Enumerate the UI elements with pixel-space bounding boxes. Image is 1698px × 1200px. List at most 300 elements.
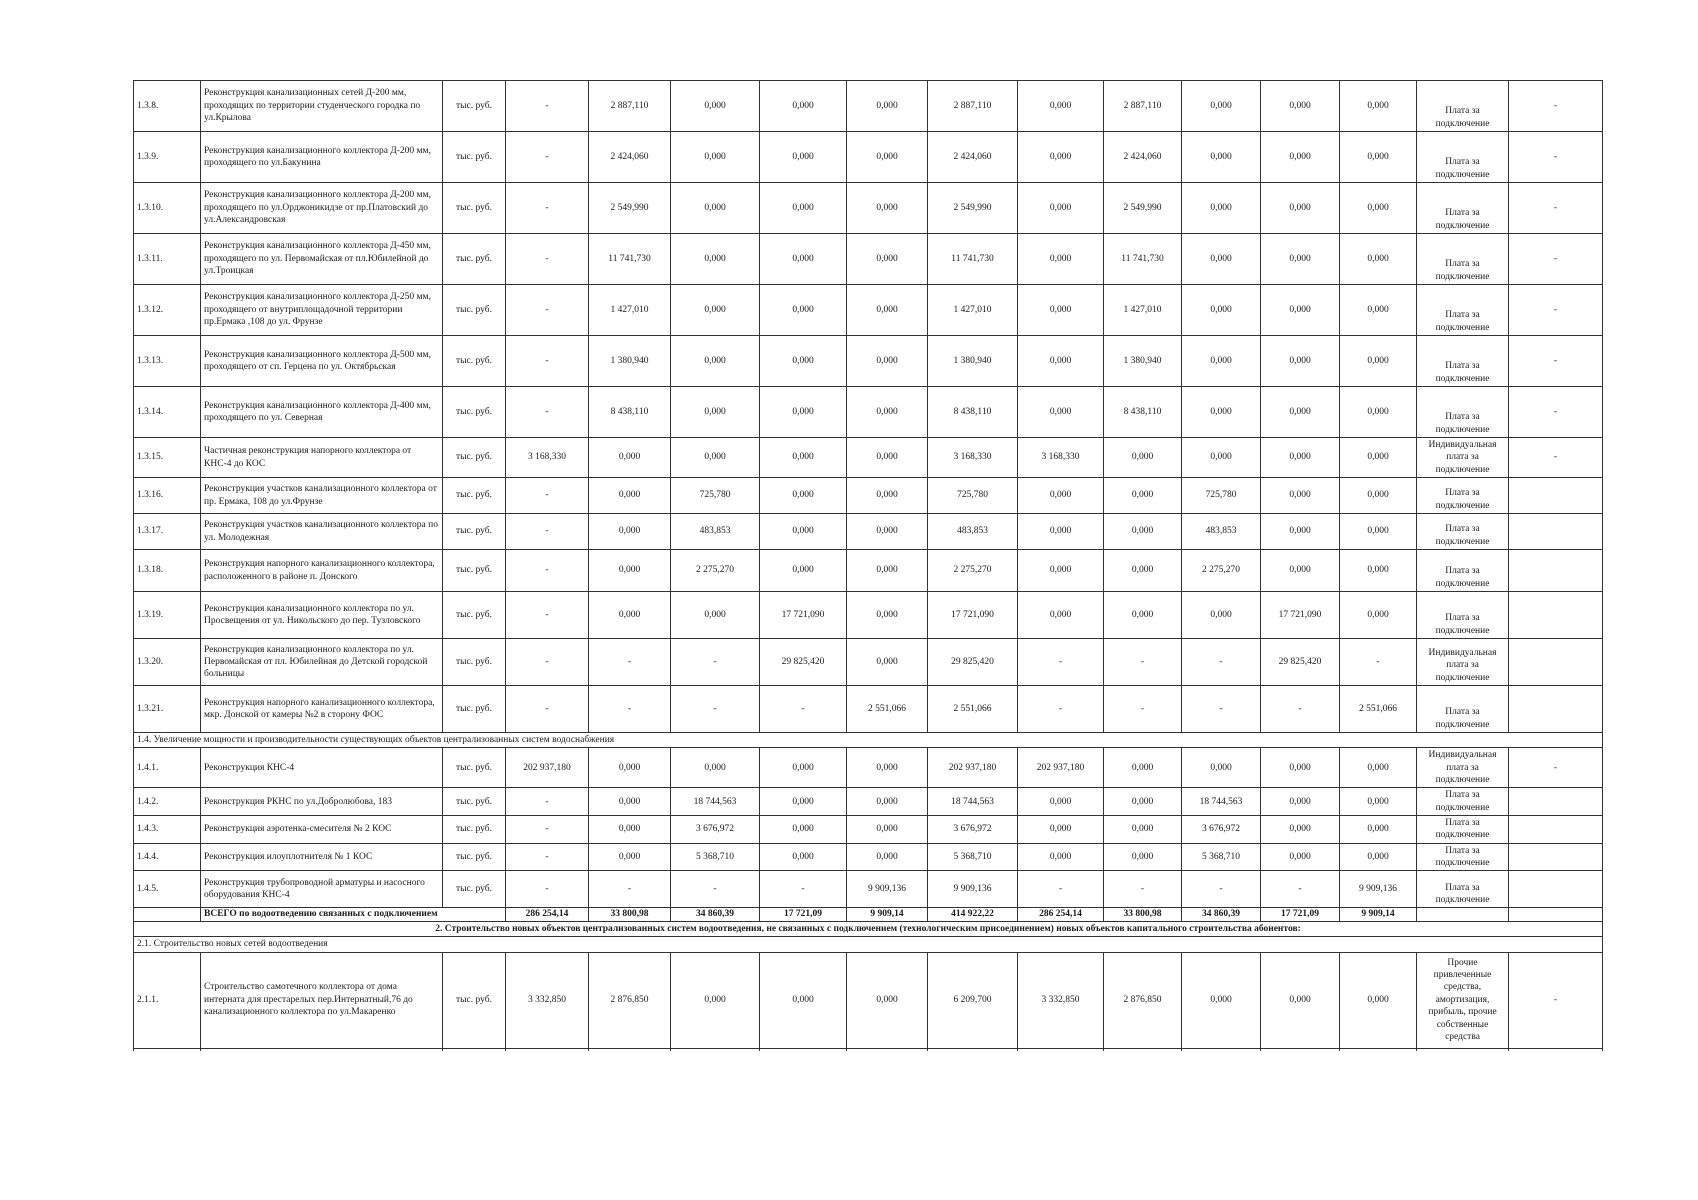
row-name: Реконструкция участков канализационного коллектора от пр. Ермака, 108 до ул.Фрунзе	[201, 478, 443, 514]
value-cell: 0,000	[1104, 478, 1182, 514]
total-value: 286 254,14	[1018, 908, 1104, 921]
value-cell: 1 380,940	[928, 336, 1018, 387]
row-number: 1.3.11.	[134, 234, 201, 285]
value-cell: 2 876,850	[1104, 952, 1182, 1048]
value-cell: 2 549,990	[928, 183, 1018, 234]
row-number: 1.3.15.	[134, 438, 201, 478]
row-note	[1509, 639, 1603, 686]
value-cell: -	[506, 843, 589, 871]
value-cell: 0,000	[1018, 285, 1104, 336]
value-cell: 2 424,060	[928, 132, 1018, 183]
value-cell: 2 275,270	[671, 550, 760, 592]
value-cell: 0,000	[589, 748, 671, 788]
value-cell: -	[506, 550, 589, 592]
value-cell: -	[506, 592, 589, 639]
value-cell: 0,000	[1018, 478, 1104, 514]
row-note: -	[1509, 438, 1603, 478]
value-cell: 3 676,972	[928, 816, 1018, 844]
cutoff-cell	[1340, 1048, 1417, 1051]
value-cell: -	[1104, 871, 1182, 908]
table-body	[134, 81, 1603, 1051]
value-cell: 9 909,136	[928, 871, 1018, 908]
row-note: -	[1509, 748, 1603, 788]
value-cell: -	[506, 81, 589, 132]
value-cell: 0,000	[847, 132, 928, 183]
funding-source: Плата за подключение	[1417, 132, 1509, 183]
row-unit: тыс. руб.	[443, 843, 506, 871]
value-cell: 2 551,066	[847, 686, 928, 733]
total-label: ВСЕГО по водоотведению связанных с подключением	[201, 908, 506, 921]
row-unit: тыс. руб.	[443, 871, 506, 908]
value-cell: 0,000	[760, 336, 847, 387]
value-cell: 0,000	[1261, 478, 1340, 514]
value-cell: 0,000	[589, 438, 671, 478]
value-cell: 0,000	[1340, 816, 1417, 844]
table-row	[134, 952, 1603, 1048]
value-cell: 0,000	[1018, 132, 1104, 183]
value-cell: 2 876,850	[589, 952, 671, 1048]
value-cell: 2 549,990	[1104, 183, 1182, 234]
row-note: -	[1509, 183, 1603, 234]
section-heading: 2. Строительство новых объектов централизованных систем водоотведения, не связанных с подключением (технологическим присоединением) новых объектов капитального строительства абонентов:	[134, 921, 1603, 936]
value-cell: 0,000	[1261, 952, 1340, 1048]
value-cell: 0,000	[671, 132, 760, 183]
value-cell: 0,000	[760, 438, 847, 478]
row-number: 1.3.9.	[134, 132, 201, 183]
row-name: Реконструкция канализационного коллектора Д-450 мм, проходящего по ул. Первомайская от пл.Юбилейной до ул.Троицкая	[201, 234, 443, 285]
row-note: -	[1509, 81, 1603, 132]
row-note	[1509, 871, 1603, 908]
value-cell: 0,000	[1104, 550, 1182, 592]
value-cell: 17 721,090	[1261, 592, 1340, 639]
funding-source: Плата за подключение	[1417, 387, 1509, 438]
row-name: Реконструкция канализационного коллектора Д-200 мм, проходящего по ул.Бакунина	[201, 132, 443, 183]
value-cell: -	[506, 788, 589, 816]
value-cell: 11 741,730	[589, 234, 671, 285]
value-cell: 2 887,110	[928, 81, 1018, 132]
value-cell: 0,000	[760, 387, 847, 438]
value-cell: -	[506, 285, 589, 336]
value-cell: 0,000	[1104, 788, 1182, 816]
cutoff-cell	[589, 1048, 671, 1051]
row-note	[1509, 514, 1603, 550]
row-name: Реконструкция аэротенка-смесителя № 2 КОС	[201, 816, 443, 844]
value-cell: 0,000	[760, 478, 847, 514]
value-cell: 0,000	[1261, 183, 1340, 234]
table-row	[134, 132, 1603, 183]
value-cell: 0,000	[1340, 592, 1417, 639]
value-cell: 0,000	[1340, 336, 1417, 387]
row-unit: тыс. руб.	[443, 478, 506, 514]
value-cell: -	[506, 183, 589, 234]
value-cell: 3 168,330	[1018, 438, 1104, 478]
row-unit: тыс. руб.	[443, 234, 506, 285]
value-cell: 1 380,940	[589, 336, 671, 387]
value-cell: 0,000	[760, 285, 847, 336]
value-cell: 0,000	[1182, 952, 1261, 1048]
row-note	[1509, 788, 1603, 816]
cutoff-cell	[1182, 1048, 1261, 1051]
value-cell: -	[506, 871, 589, 908]
value-cell: 0,000	[847, 639, 928, 686]
cutoff-cell	[847, 1048, 928, 1051]
value-cell: 0,000	[847, 592, 928, 639]
value-cell: -	[1182, 686, 1261, 733]
value-cell: 0,000	[671, 285, 760, 336]
funding-source: Плата за подключение	[1417, 871, 1509, 908]
value-cell: -	[506, 234, 589, 285]
value-cell: 0,000	[1340, 387, 1417, 438]
row-unit: тыс. руб.	[443, 550, 506, 592]
value-cell: 0,000	[589, 788, 671, 816]
funding-source: Плата за подключение	[1417, 478, 1509, 514]
row-number: 1.4.2.	[134, 788, 201, 816]
value-cell: 2 887,110	[589, 81, 671, 132]
value-cell: -	[589, 871, 671, 908]
value-cell: 8 438,110	[928, 387, 1018, 438]
value-cell: 0,000	[1104, 438, 1182, 478]
row-name: Реконструкция канализационного коллектора Д-250 мм, проходящего от внутриплощадочной территории пр.Ермака ,108 до ул. Фрунзе	[201, 285, 443, 336]
value-cell: 0,000	[847, 336, 928, 387]
value-cell: 0,000	[847, 183, 928, 234]
value-cell: 0,000	[847, 816, 928, 844]
row-note: -	[1509, 285, 1603, 336]
total-value: 33 800,98	[1104, 908, 1182, 921]
funding-source: Плата за подключение	[1417, 183, 1509, 234]
total-value: 17 721,09	[760, 908, 847, 921]
value-cell: 0,000	[1261, 234, 1340, 285]
value-cell: 3 676,972	[1182, 816, 1261, 844]
value-cell: 0,000	[671, 183, 760, 234]
value-cell: 0,000	[1340, 81, 1417, 132]
total-spacer	[1417, 908, 1509, 921]
value-cell: 2 275,270	[928, 550, 1018, 592]
cutoff-cell	[1417, 1048, 1509, 1051]
row-name: Реконструкция канализационного коллектора по ул. Просвещения от ул. Никольского до пер. Тузловского	[201, 592, 443, 639]
value-cell: 202 937,180	[506, 748, 589, 788]
value-cell: -	[1018, 686, 1104, 733]
value-cell: 0,000	[1182, 81, 1261, 132]
row-note	[1509, 478, 1603, 514]
funding-source: Индивидуальная плата за подключение	[1417, 639, 1509, 686]
funding-source: Прочие привлеченные средства, амортизация, прибыль, прочие собственные средства	[1417, 952, 1509, 1048]
value-cell: -	[1018, 639, 1104, 686]
funding-source: Плата за подключение	[1417, 81, 1509, 132]
row-note: -	[1509, 387, 1603, 438]
value-cell: 0,000	[1018, 843, 1104, 871]
value-cell: 2 424,060	[1104, 132, 1182, 183]
value-cell: 0,000	[1261, 550, 1340, 592]
total-value: 17 721,09	[1261, 908, 1340, 921]
row-number: 1.3.12.	[134, 285, 201, 336]
cutoff-cell	[1018, 1048, 1104, 1051]
value-cell: 2 424,060	[589, 132, 671, 183]
row-unit: тыс. руб.	[443, 748, 506, 788]
row-name: Реконструкция канализационных сетей Д-200 мм, проходящих по территории студенческого городка по ул.Крылова	[201, 81, 443, 132]
row-name: Реконструкция напорного канализационного коллектора, расположенного в районе п. Донского	[201, 550, 443, 592]
value-cell: 0,000	[1261, 81, 1340, 132]
row-name: Реконструкция канализационного коллектора Д-400 мм, проходящего по ул. Северная	[201, 387, 443, 438]
value-cell: 0,000	[589, 550, 671, 592]
total-row	[134, 908, 1603, 921]
funding-source: Плата за подключение	[1417, 686, 1509, 733]
value-cell: 8 438,110	[1104, 387, 1182, 438]
value-cell: 0,000	[760, 748, 847, 788]
table-row	[134, 438, 1603, 478]
funding-source: Плата за подключение	[1417, 550, 1509, 592]
value-cell: 0,000	[671, 438, 760, 478]
cutoff-cell	[1261, 1048, 1340, 1051]
value-cell: 18 744,563	[928, 788, 1018, 816]
value-cell: 29 825,420	[928, 639, 1018, 686]
table-row	[134, 592, 1603, 639]
value-cell: -	[1104, 639, 1182, 686]
cutoff-cell	[671, 1048, 760, 1051]
row-name: Реконструкция РКНС по ул.Добролюбова, 183	[201, 788, 443, 816]
value-cell: 0,000	[1340, 788, 1417, 816]
value-cell: 5 368,710	[671, 843, 760, 871]
table-row	[134, 748, 1603, 788]
value-cell: -	[506, 816, 589, 844]
value-cell: 0,000	[671, 748, 760, 788]
value-cell: 0,000	[1018, 387, 1104, 438]
value-cell: -	[1182, 871, 1261, 908]
section-heading-row	[134, 921, 1603, 936]
value-cell: 0,000	[1261, 438, 1340, 478]
value-cell: -	[1182, 639, 1261, 686]
value-cell: 0,000	[1261, 788, 1340, 816]
value-cell: 0,000	[1340, 550, 1417, 592]
value-cell: 0,000	[671, 952, 760, 1048]
row-note: -	[1509, 132, 1603, 183]
funding-source: Индивидуальная плата за подключение	[1417, 748, 1509, 788]
value-cell: 202 937,180	[928, 748, 1018, 788]
value-cell: -	[1340, 639, 1417, 686]
value-cell: 2 887,110	[1104, 81, 1182, 132]
value-cell: 29 825,420	[1261, 639, 1340, 686]
value-cell: 0,000	[589, 514, 671, 550]
value-cell: 0,000	[589, 478, 671, 514]
row-name: Реконструкция канализационного коллектора Д-200 мм, проходящего по ул.Орджоникидзе от пр.Платовский до ул.Александровская	[201, 183, 443, 234]
total-value: 9 909,14	[1340, 908, 1417, 921]
row-number: 1.4.3.	[134, 816, 201, 844]
value-cell: 0,000	[1182, 592, 1261, 639]
value-cell: 0,000	[1182, 336, 1261, 387]
value-cell: 0,000	[671, 81, 760, 132]
row-number: 1.3.20.	[134, 639, 201, 686]
value-cell: -	[506, 336, 589, 387]
value-cell: 11 741,730	[1104, 234, 1182, 285]
row-note	[1509, 843, 1603, 871]
value-cell: 483,853	[928, 514, 1018, 550]
section-heading: 1.4. Увеличение мощности и производительности существующих объектов централизованных систем водоснабжения	[134, 733, 1603, 748]
value-cell: 0,000	[1340, 438, 1417, 478]
value-cell: 0,000	[1104, 748, 1182, 788]
value-cell: -	[1018, 871, 1104, 908]
value-cell: 5 368,710	[1182, 843, 1261, 871]
value-cell: -	[1261, 871, 1340, 908]
value-cell: 0,000	[847, 952, 928, 1048]
value-cell: 0,000	[1182, 234, 1261, 285]
total-value: 34 860,39	[1182, 908, 1261, 921]
value-cell: 0,000	[760, 843, 847, 871]
value-cell: 11 741,730	[928, 234, 1018, 285]
value-cell: 17 721,090	[760, 592, 847, 639]
value-cell: 3 168,330	[928, 438, 1018, 478]
value-cell: -	[671, 686, 760, 733]
value-cell: 1 427,010	[589, 285, 671, 336]
table-row	[134, 871, 1603, 908]
value-cell: 5 368,710	[928, 843, 1018, 871]
value-cell: 0,000	[760, 514, 847, 550]
row-number: 2.1.1.	[134, 952, 201, 1048]
table-row	[134, 686, 1603, 733]
cutoff-cell	[506, 1048, 589, 1051]
table-row	[134, 639, 1603, 686]
row-number: 1.3.17.	[134, 514, 201, 550]
row-name: Реконструкция илоуплотнителя № 1 КОС	[201, 843, 443, 871]
investment-program-table	[133, 80, 1603, 1051]
section-heading-row	[134, 937, 1603, 952]
total-spacer	[134, 908, 201, 921]
value-cell: 0,000	[1018, 234, 1104, 285]
value-cell: 0,000	[1340, 183, 1417, 234]
value-cell: 0,000	[760, 132, 847, 183]
value-cell: -	[1261, 686, 1340, 733]
row-number: 1.4.1.	[134, 748, 201, 788]
value-cell: 0,000	[1261, 748, 1340, 788]
value-cell: 18 744,563	[1182, 788, 1261, 816]
value-cell: 0,000	[847, 550, 928, 592]
table-row	[134, 81, 1603, 132]
value-cell: -	[506, 387, 589, 438]
row-unit: тыс. руб.	[443, 592, 506, 639]
row-note	[1509, 592, 1603, 639]
row-note: -	[1509, 234, 1603, 285]
value-cell: -	[506, 132, 589, 183]
value-cell: 0,000	[1182, 748, 1261, 788]
value-cell: 0,000	[1261, 387, 1340, 438]
value-cell: -	[589, 639, 671, 686]
value-cell: 483,853	[671, 514, 760, 550]
total-value: 33 800,98	[589, 908, 671, 921]
row-unit: тыс. руб.	[443, 438, 506, 478]
value-cell: 725,780	[928, 478, 1018, 514]
row-name: Строительство самотечного коллектора от дома интерната для престарелых пер.Интернатный,76 до канализационного коллектора по ул.Макаренко	[201, 952, 443, 1048]
section-heading: 2.1. Строительство новых сетей водоотведения	[134, 937, 1603, 952]
row-unit: тыс. руб.	[443, 686, 506, 733]
row-unit: тыс. руб.	[443, 387, 506, 438]
value-cell: 0,000	[589, 843, 671, 871]
value-cell: 0,000	[1340, 843, 1417, 871]
section-heading-row	[134, 733, 1603, 748]
funding-source: Плата за подключение	[1417, 843, 1509, 871]
funding-source: Плата за подключение	[1417, 592, 1509, 639]
value-cell: -	[506, 514, 589, 550]
value-cell: 725,780	[1182, 478, 1261, 514]
value-cell: 3 332,850	[1018, 952, 1104, 1048]
value-cell: 0,000	[760, 952, 847, 1048]
value-cell: 0,000	[1182, 438, 1261, 478]
value-cell: 0,000	[847, 514, 928, 550]
total-value: 34 860,39	[671, 908, 760, 921]
row-number: 1.3.10.	[134, 183, 201, 234]
funding-source: Плата за подключение	[1417, 285, 1509, 336]
funding-source: Плата за подключение	[1417, 336, 1509, 387]
value-cell: 0,000	[671, 336, 760, 387]
value-cell: 0,000	[760, 788, 847, 816]
value-cell: 0,000	[671, 387, 760, 438]
row-note: -	[1509, 952, 1603, 1048]
row-name: Реконструкция трубопроводной арматуры и насосного оборудования КНС-4	[201, 871, 443, 908]
value-cell: 0,000	[1018, 816, 1104, 844]
table-row	[134, 183, 1603, 234]
table-row	[134, 816, 1603, 844]
value-cell: 2 551,066	[928, 686, 1018, 733]
value-cell: 0,000	[1340, 514, 1417, 550]
cutoff-cell	[443, 1048, 506, 1051]
value-cell: -	[760, 686, 847, 733]
value-cell: 3 168,330	[506, 438, 589, 478]
value-cell: -	[1104, 686, 1182, 733]
row-note: -	[1509, 336, 1603, 387]
value-cell: 6 209,700	[928, 952, 1018, 1048]
row-note	[1509, 816, 1603, 844]
funding-source: Индивидуальная плата за подключение	[1417, 438, 1509, 478]
value-cell: 0,000	[1104, 592, 1182, 639]
value-cell: -	[671, 639, 760, 686]
row-number: 1.3.8.	[134, 81, 201, 132]
row-unit: тыс. руб.	[443, 952, 506, 1048]
cutoff-cell	[760, 1048, 847, 1051]
row-unit: тыс. руб.	[443, 788, 506, 816]
value-cell: -	[506, 686, 589, 733]
value-cell: 0,000	[760, 550, 847, 592]
row-number: 1.3.13.	[134, 336, 201, 387]
row-number: 1.3.19.	[134, 592, 201, 639]
row-number: 1.3.18.	[134, 550, 201, 592]
funding-source: Плата за подключение	[1417, 816, 1509, 844]
row-number: 1.3.16.	[134, 478, 201, 514]
row-unit: тыс. руб.	[443, 81, 506, 132]
value-cell: 0,000	[847, 478, 928, 514]
cutoff-cell	[928, 1048, 1018, 1051]
value-cell: 2 275,270	[1182, 550, 1261, 592]
cutoff-cell	[1509, 1048, 1603, 1051]
value-cell: 0,000	[847, 438, 928, 478]
value-cell: 0,000	[847, 387, 928, 438]
value-cell: 0,000	[1018, 514, 1104, 550]
value-cell: 0,000	[1261, 514, 1340, 550]
value-cell: 0,000	[1018, 81, 1104, 132]
total-spacer	[1509, 908, 1603, 921]
value-cell: 202 937,180	[1018, 748, 1104, 788]
value-cell: 0,000	[1261, 132, 1340, 183]
cutoff-cell	[1104, 1048, 1182, 1051]
value-cell: 0,000	[847, 788, 928, 816]
value-cell: 0,000	[760, 234, 847, 285]
value-cell: 0,000	[671, 234, 760, 285]
row-unit: тыс. руб.	[443, 514, 506, 550]
value-cell: 0,000	[1018, 336, 1104, 387]
row-unit: тыс. руб.	[443, 816, 506, 844]
value-cell: 9 909,136	[1340, 871, 1417, 908]
row-unit: тыс. руб.	[443, 132, 506, 183]
value-cell: 0,000	[1182, 387, 1261, 438]
row-name: Реконструкция участков канализационного коллектора по ул. Молодежная	[201, 514, 443, 550]
table-row	[134, 336, 1603, 387]
value-cell: -	[506, 639, 589, 686]
